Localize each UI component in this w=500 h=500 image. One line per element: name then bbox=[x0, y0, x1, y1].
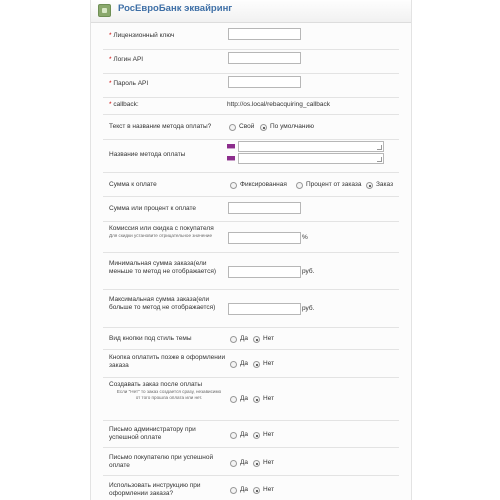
method-name-row bbox=[103, 140, 399, 173]
pay-later-label: Кнопка оплатить позже в оформлении заказа bbox=[109, 354, 226, 369]
create-order-radio-yes[interactable] bbox=[230, 396, 237, 403]
button-style-radio-yes[interactable] bbox=[230, 336, 237, 343]
button-style-label: Вид кнопки под стиль темы bbox=[109, 335, 192, 342]
panel-header bbox=[91, 0, 411, 23]
create-order-option-no: Нет bbox=[263, 395, 275, 402]
max-sum-input[interactable] bbox=[228, 303, 301, 315]
method-text-option-default: По умолчанию bbox=[270, 123, 314, 130]
create-order-radio-no[interactable] bbox=[253, 396, 260, 403]
button-style-radio-no[interactable] bbox=[253, 336, 260, 343]
admin-mail-row bbox=[103, 421, 399, 448]
pay-later-radio-no[interactable] bbox=[253, 361, 260, 368]
create-order-label-text: Создавать заказ после оплаты bbox=[109, 381, 203, 388]
instruction-option-yes: Да bbox=[240, 486, 249, 493]
login-api-row bbox=[103, 50, 399, 74]
method-name-label: Название метода оплаты bbox=[109, 151, 186, 158]
min-sum-label: Минимальная сумма заказа(ели меньше то метод не отображается) bbox=[109, 260, 217, 275]
license-key-input[interactable] bbox=[228, 28, 301, 40]
method-text-radio-default[interactable] bbox=[260, 124, 267, 131]
amount-radio-order[interactable] bbox=[366, 182, 373, 189]
callback-url: http://os.local/rebacquiring_callback bbox=[227, 101, 330, 108]
language-flag-icon bbox=[227, 156, 235, 161]
admin-mail-option-no: Нет bbox=[263, 431, 275, 438]
amount-radio-fixed[interactable] bbox=[230, 182, 237, 189]
callback-row bbox=[103, 98, 399, 115]
callback-label: * callback: bbox=[109, 101, 139, 108]
language-flag-icon bbox=[227, 144, 235, 149]
create-order-label bbox=[109, 381, 227, 400]
percent-unit: % bbox=[302, 234, 308, 241]
method-text-radio-own[interactable] bbox=[229, 124, 236, 131]
amount-row bbox=[103, 173, 399, 197]
pay-later-row bbox=[103, 350, 399, 378]
method-text-label: Текст в название метода оплаты? bbox=[109, 123, 212, 130]
instruction-row bbox=[103, 476, 399, 500]
method-text-option-own: Свой bbox=[239, 123, 255, 130]
instruction-option-no: Нет bbox=[263, 486, 275, 493]
max-sum-row bbox=[103, 290, 399, 328]
amount-or-percent-label: Сумма или процент к оплате bbox=[109, 205, 197, 212]
password-api-row bbox=[103, 74, 399, 98]
customer-mail-radio-yes[interactable] bbox=[230, 460, 237, 467]
create-order-hint: Если "Нет" то заказ создается сразу, независимо от того прошла оплата или нет. bbox=[116, 389, 222, 400]
admin-mail-radio-yes[interactable] bbox=[230, 432, 237, 439]
login-api-label: * Логин API bbox=[109, 56, 144, 63]
amount-radio-percent[interactable] bbox=[296, 182, 303, 189]
customer-mail-radio-no[interactable] bbox=[253, 460, 260, 467]
customer-mail-option-yes: Да bbox=[240, 459, 249, 466]
commission-row bbox=[103, 222, 399, 253]
resize-grip-icon[interactable] bbox=[377, 145, 382, 150]
button-style-option-no: Нет bbox=[263, 335, 275, 342]
method-text-row bbox=[103, 115, 399, 140]
amount-option-order: Заказ bbox=[376, 181, 394, 188]
amount-label: Сумма к оплате bbox=[109, 181, 157, 188]
admin-mail-label: Письмо администратору при успешной оплате bbox=[109, 426, 196, 441]
button-style-row bbox=[103, 328, 399, 350]
resize-grip-icon[interactable] bbox=[377, 157, 382, 162]
admin-mail-radio-no[interactable] bbox=[253, 432, 260, 439]
instruction-label: Использовать инструкцию при оформлении заказа? bbox=[109, 482, 201, 497]
amount-option-fixed: Фиксированная bbox=[240, 181, 287, 188]
password-api-input[interactable] bbox=[228, 76, 301, 88]
commission-label-text: Комиссия или скидка с покупателя bbox=[109, 225, 214, 232]
min-sum-unit: руб. bbox=[302, 268, 315, 275]
license-key-row bbox=[103, 26, 399, 50]
password-api-label: * Пароль API bbox=[109, 80, 149, 87]
create-order-option-yes: Да bbox=[240, 395, 249, 402]
button-style-option-yes: Да bbox=[240, 335, 249, 342]
login-api-input[interactable] bbox=[228, 52, 301, 64]
page-title: РосЕвроБанк эквайринг bbox=[118, 3, 233, 14]
create-order-row bbox=[103, 378, 399, 421]
commission-hint: Для скидки установите отрицательное значение bbox=[109, 233, 213, 238]
min-sum-input[interactable] bbox=[228, 266, 301, 278]
commission-input[interactable] bbox=[228, 232, 301, 244]
settings-panel bbox=[90, 0, 412, 500]
instruction-radio-yes[interactable] bbox=[230, 487, 237, 494]
customer-mail-option-no: Нет bbox=[263, 459, 275, 466]
max-sum-unit: руб. bbox=[302, 305, 315, 312]
min-sum-row bbox=[103, 253, 399, 290]
amount-option-percent: Процент от заказа bbox=[306, 181, 362, 188]
max-sum-label: Максимальная сумма заказа(ели больше то метод не отображается) bbox=[109, 296, 216, 311]
customer-mail-label: Письмо покупателю при успешной оплате bbox=[109, 454, 214, 469]
method-name-textarea-2[interactable] bbox=[238, 153, 384, 164]
method-name-textarea-1[interactable] bbox=[238, 141, 384, 152]
license-key-label: * Лицензионный ключ bbox=[109, 32, 175, 39]
pay-later-option-no: Нет bbox=[263, 360, 275, 367]
admin-mail-option-yes: Да bbox=[240, 431, 249, 438]
joomla-extension-icon bbox=[98, 4, 111, 17]
customer-mail-row bbox=[103, 448, 399, 476]
instruction-radio-no[interactable] bbox=[253, 487, 260, 494]
amount-or-percent-row bbox=[103, 197, 399, 222]
amount-or-percent-input[interactable] bbox=[228, 202, 301, 214]
pay-later-radio-yes[interactable] bbox=[230, 361, 237, 368]
pay-later-option-yes: Да bbox=[240, 360, 249, 367]
commission-label bbox=[109, 225, 227, 239]
